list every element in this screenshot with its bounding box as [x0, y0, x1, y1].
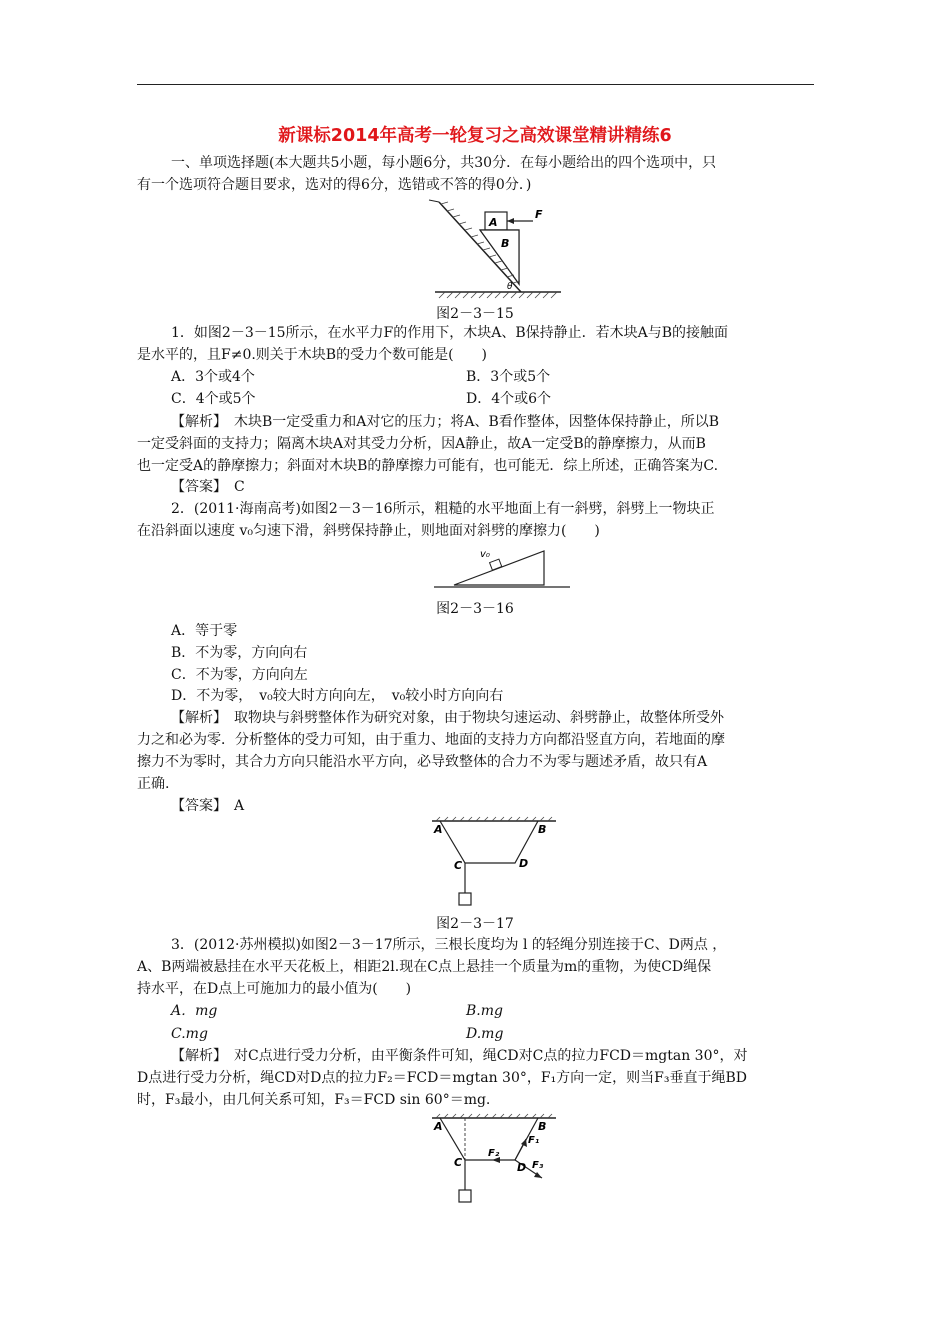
label-d: D: [517, 1161, 527, 1174]
ground-hatch: [439, 292, 557, 298]
q1-option-a: A．3个或4个: [171, 369, 255, 385]
q3-analysis-line2: D点进行受力分析，绳CD对D点的拉力F₂＝FCD＝mgtan 30°，F₁方向一定，则当F₃垂直于绳BD: [137, 1070, 748, 1086]
figure-2-3-16: [432, 543, 572, 593]
page-title: 新课标2014年高考一轮复习之高效课堂精讲精练6: [278, 126, 672, 146]
label-b: B: [538, 823, 547, 836]
q3-option-b: B.mg: [466, 1003, 503, 1019]
q1-stem-line1: 1．如图2－3－15所示，在水平力F的作用下，木块A、B保持静止．若木块A与B的接触面: [171, 325, 729, 341]
figure-2-3-17: [428, 815, 560, 911]
label-f1: F₁: [528, 1135, 540, 1146]
q2-option-b: B．不为零，方向向右: [171, 645, 308, 661]
q3-stem-line3: 持水平，在D点上可施加力的最小值为( ): [137, 981, 412, 997]
label-a: A: [434, 1120, 443, 1133]
q3-analysis-line1: 【解析】 对C点进行受力分析，由平衡条件可知，绳CD对C点的拉力FCD＝mgtan 30°，对: [171, 1048, 748, 1064]
label-c: C: [454, 1156, 463, 1169]
q2-analysis-line3: 擦力不为零时，其合力方向只能沿水平方向，必导致整体的合力不为零与题述矛盾，故只有A: [137, 754, 708, 770]
figure-2-3-17-caption: 图2－3－17: [436, 916, 514, 932]
q1-stem-line2: 是水平的，且F≠0.则关于木块B的受力个数可能是( ): [137, 347, 488, 363]
header-rule: [137, 84, 814, 85]
q2-stem-line2: 在沿斜面以速度 v₀匀速下滑，斜劈保持静止，则地面对斜劈的摩擦力( ): [137, 523, 600, 539]
label-v0: v₀: [480, 549, 490, 560]
q1-analysis-line1: 【解析】 木块B一定受重力和A对它的压力；将A、B看作整体，因整体保持静止，所以B: [171, 414, 720, 430]
q3-option-d: D.mg: [466, 1026, 504, 1042]
figure-2-3-15: [425, 198, 565, 300]
label-a: A: [489, 216, 498, 229]
label-a: A: [434, 823, 443, 836]
label-f2: F₂: [488, 1148, 500, 1159]
q1-answer: 【答案】 C: [171, 479, 245, 495]
q2-option-d: D．不为零， v₀较大时方向向左， v₀较小时方向向右: [171, 688, 504, 704]
label-b: B: [538, 1120, 547, 1133]
label-theta: θ: [507, 282, 513, 292]
q2-answer: 【答案】 A: [171, 798, 245, 814]
block-b: [480, 230, 519, 284]
label-b: B: [501, 237, 510, 250]
section-heading-line1: 一、单项选择题(本大题共5小题，每小题6分，共30分．在每小题给出的四个选项中，只: [171, 155, 717, 171]
q3-analysis-line3: 时，F₃最小，由几何关系可知，F₃＝FCD sin 60°＝mg.: [137, 1092, 491, 1108]
q3-stem-line2: A、B两端被悬挂在水平天花板上，相距2l.现在C点上悬挂一个质量为m的重物，为使CD绳保: [137, 959, 712, 975]
q1-option-c: C．4个或5个: [171, 391, 256, 407]
hanging-weight: [459, 893, 471, 905]
q3-option-c: C.mg: [171, 1026, 208, 1042]
figure-2-3-15-caption: 图2－3－15: [436, 306, 514, 322]
q2-option-a: A．等于零: [171, 623, 238, 639]
label-f: F: [535, 208, 543, 221]
section-heading-line2: 有一个选项符合题目要求，选对的得6分，选错或不答的得0分．): [137, 177, 532, 193]
label-c: C: [454, 859, 463, 872]
q2-analysis-line4: 正确.: [137, 776, 170, 792]
q2-analysis-line2: 力之和必为零．分析整体的受力可知，由于重力、地面的支持力方向都沿竖直方向，若地面的摩: [137, 732, 725, 748]
q2-stem-line1: 2．(2011·海南高考)如图2－3－16所示，粗糙的水平地面上有一斜劈，斜劈上一物块正: [171, 501, 715, 517]
q2-analysis-line1: 【解析】 取物块与斜劈整体作为研究对象，由于物块匀速运动、斜劈静止，故整体所受外: [171, 710, 724, 726]
q1-analysis-line3: 也一定受A的静摩擦力；斜面对木块B的静摩擦力可能有，也可能无．综上所述，正确答案为C.: [137, 458, 719, 474]
label-d: D: [519, 857, 529, 870]
q3-stem-line1: 3．(2012·苏州模拟)如图2－3－17所示，三根长度均为 l 的轻绳分别连接于C、D两点 ，: [171, 937, 727, 953]
hanging-weight: [459, 1190, 471, 1202]
figure-2-3-16-caption: 图2－3－16: [436, 601, 514, 617]
figure-force-analysis: [428, 1112, 560, 1212]
q1-analysis-line2: 一定受斜面的支持力；隔离木块A对其受力分析，因A静止，故A一定受B的静摩擦力，从而B: [137, 436, 706, 452]
q1-option-d: D．4个或6个: [466, 391, 552, 407]
q1-option-b: B．3个或5个: [466, 369, 551, 385]
q3-option-a: A．mg: [171, 1003, 218, 1019]
q2-option-c: C．不为零，方向向左: [171, 667, 308, 683]
label-f3: F₃: [532, 1160, 544, 1171]
